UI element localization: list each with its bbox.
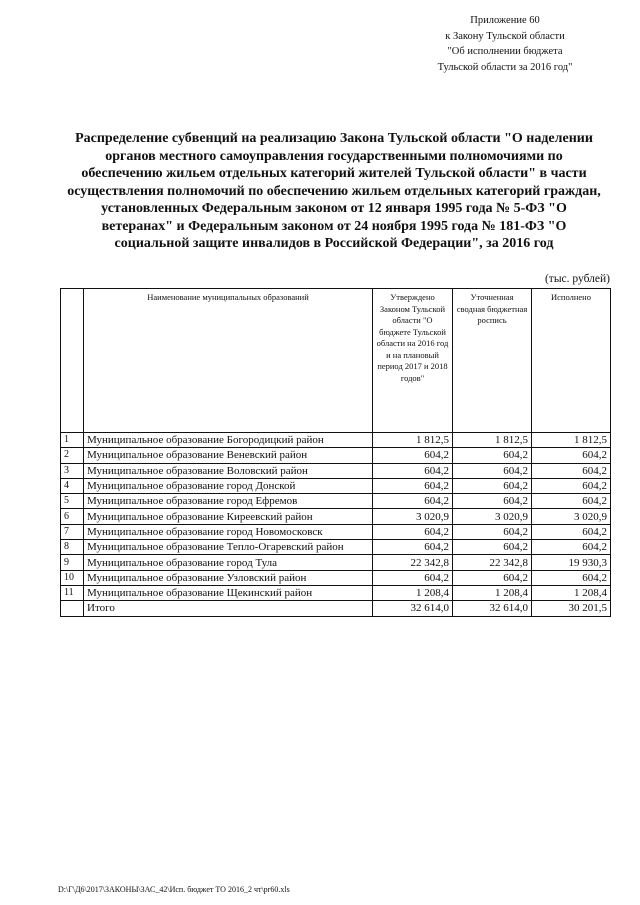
table-row bbox=[61, 540, 611, 555]
row-revised: 604,2 bbox=[453, 463, 532, 478]
row-executed: 604,2 bbox=[532, 463, 611, 478]
title-line: Распределение субвенций на реализацию Закона Тульской области "О наделении bbox=[75, 131, 593, 146]
row-executed: 19 930,3 bbox=[532, 555, 611, 570]
row-approved: 604,2 bbox=[373, 463, 453, 478]
row-number: 1 bbox=[61, 433, 84, 448]
table-row bbox=[61, 555, 611, 570]
table-row bbox=[61, 524, 611, 539]
row-name: Муниципальное образование Щекинский район bbox=[84, 585, 373, 600]
row-executed: 604,2 bbox=[532, 540, 611, 555]
table-row bbox=[61, 478, 611, 493]
table-header-row bbox=[61, 289, 611, 433]
document-title bbox=[58, 130, 610, 253]
table-total-row bbox=[61, 601, 611, 616]
row-number: 10 bbox=[61, 570, 84, 585]
table-row bbox=[61, 448, 611, 463]
row-name: Муниципальное образование Богородицкий район bbox=[84, 433, 373, 448]
row-revised: 3 020,9 bbox=[453, 509, 532, 524]
row-name: Муниципальное образование Киреевский район bbox=[84, 509, 373, 524]
row-executed: 604,2 bbox=[532, 494, 611, 509]
row-number: 11 bbox=[61, 585, 84, 600]
row-approved: 22 342,8 bbox=[373, 555, 453, 570]
row-approved: 604,2 bbox=[373, 570, 453, 585]
title-line: обеспечению жильем отдельных категорий жителей Тульской области" в части bbox=[81, 166, 587, 181]
appendix-line: к Закону Тульской области bbox=[445, 30, 565, 42]
row-name: Муниципальное образование город Новомосковск bbox=[84, 524, 373, 539]
row-executed: 604,2 bbox=[532, 524, 611, 539]
row-revised: 22 342,8 bbox=[453, 555, 532, 570]
table-row bbox=[61, 433, 611, 448]
row-revised: 1 208,4 bbox=[453, 585, 532, 600]
row-number: 6 bbox=[61, 509, 84, 524]
row-name: Муниципальное образование город Тула bbox=[84, 555, 373, 570]
title-line: ветеранах" и Федеральным законом от 24 ноября 1995 года № 181-ФЗ "О bbox=[101, 218, 567, 234]
appendix-block bbox=[395, 13, 615, 75]
title-line: осуществления полномочий по обеспечению жильем отдельных категорий граждан, bbox=[67, 183, 601, 199]
table-row bbox=[61, 585, 611, 600]
row-number: 9 bbox=[61, 555, 84, 570]
row-revised: 604,2 bbox=[453, 448, 532, 463]
header-approved: Утверждено Законом Тульской области "О бюджете Тульской области на 2016 год и на плановый период 2017 и 2018 годов" bbox=[373, 289, 453, 433]
units-label: (тыс. рублей) bbox=[544, 273, 610, 285]
table-row bbox=[61, 509, 611, 524]
row-executed: 604,2 bbox=[532, 448, 611, 463]
table-row bbox=[61, 494, 611, 509]
file-path-footer: D:\Г\Д6\2017\ЗАКОНЫ\ЗАС_42\Исп. бюджет ТО 2016_2 чт\pr60.xls bbox=[58, 885, 290, 894]
row-executed: 3 020,9 bbox=[532, 509, 611, 524]
appendix-line: Тульской области за 2016 год" bbox=[437, 61, 573, 73]
row-approved: 604,2 bbox=[373, 524, 453, 539]
row-executed: 604,2 bbox=[532, 570, 611, 585]
row-revised: 604,2 bbox=[453, 540, 532, 555]
row-revised: 604,2 bbox=[453, 570, 532, 585]
row-approved: 1 812,5 bbox=[373, 433, 453, 448]
row-number: 4 bbox=[61, 478, 84, 493]
row-name: Муниципальное образование Воловский район bbox=[84, 463, 373, 478]
row-name: Муниципальное образование Узловский район bbox=[84, 570, 373, 585]
row-approved: 604,2 bbox=[373, 540, 453, 555]
row-name: Муниципальное образование Тепло-Огаревский район bbox=[84, 540, 373, 555]
title-line: установленных Федеральным законом от 12 января 1995 года № 5-ФЗ "О bbox=[101, 201, 567, 216]
title-line: социальной защите инвалидов в Российской Федерации", за 2016 год bbox=[114, 236, 554, 251]
total-approved: 32 614,0 bbox=[373, 601, 453, 616]
total-label: Итого bbox=[84, 601, 373, 616]
row-executed: 604,2 bbox=[532, 478, 611, 493]
row-approved: 604,2 bbox=[373, 478, 453, 493]
subvention-table bbox=[60, 288, 611, 617]
total-revised: 32 614,0 bbox=[453, 601, 532, 616]
row-name: Муниципальное образование Веневский район bbox=[84, 448, 373, 463]
row-approved: 604,2 bbox=[373, 494, 453, 509]
row-name: Муниципальное образование город Ефремов bbox=[84, 494, 373, 509]
table-row bbox=[61, 570, 611, 585]
row-revised: 604,2 bbox=[453, 494, 532, 509]
row-number: 5 bbox=[61, 494, 84, 509]
title-line: органов местного самоуправления государственными полномочиями по bbox=[105, 148, 563, 164]
table-row bbox=[61, 463, 611, 478]
header-revised: Уточненная сводная бюджетная роспись bbox=[453, 289, 532, 433]
total-number bbox=[61, 601, 84, 616]
row-number: 7 bbox=[61, 524, 84, 539]
row-revised: 604,2 bbox=[453, 478, 532, 493]
row-revised: 1 812,5 bbox=[453, 433, 532, 448]
row-name: Муниципальное образование город Донской bbox=[84, 478, 373, 493]
row-approved: 1 208,4 bbox=[373, 585, 453, 600]
total-executed: 30 201,5 bbox=[532, 601, 611, 616]
appendix-line: "Об исполнении бюджета bbox=[447, 46, 563, 57]
row-executed: 1 812,5 bbox=[532, 433, 611, 448]
header-number bbox=[61, 289, 84, 433]
row-number: 3 bbox=[61, 463, 84, 478]
header-name: Наименование муниципальных образований bbox=[84, 289, 373, 433]
row-revised: 604,2 bbox=[453, 524, 532, 539]
row-approved: 604,2 bbox=[373, 448, 453, 463]
appendix-line: Приложение 60 bbox=[470, 15, 540, 26]
row-executed: 1 208,4 bbox=[532, 585, 611, 600]
row-approved: 3 020,9 bbox=[373, 509, 453, 524]
header-executed: Исполнено bbox=[532, 289, 611, 433]
row-number: 2 bbox=[61, 448, 84, 463]
row-number: 8 bbox=[61, 540, 84, 555]
